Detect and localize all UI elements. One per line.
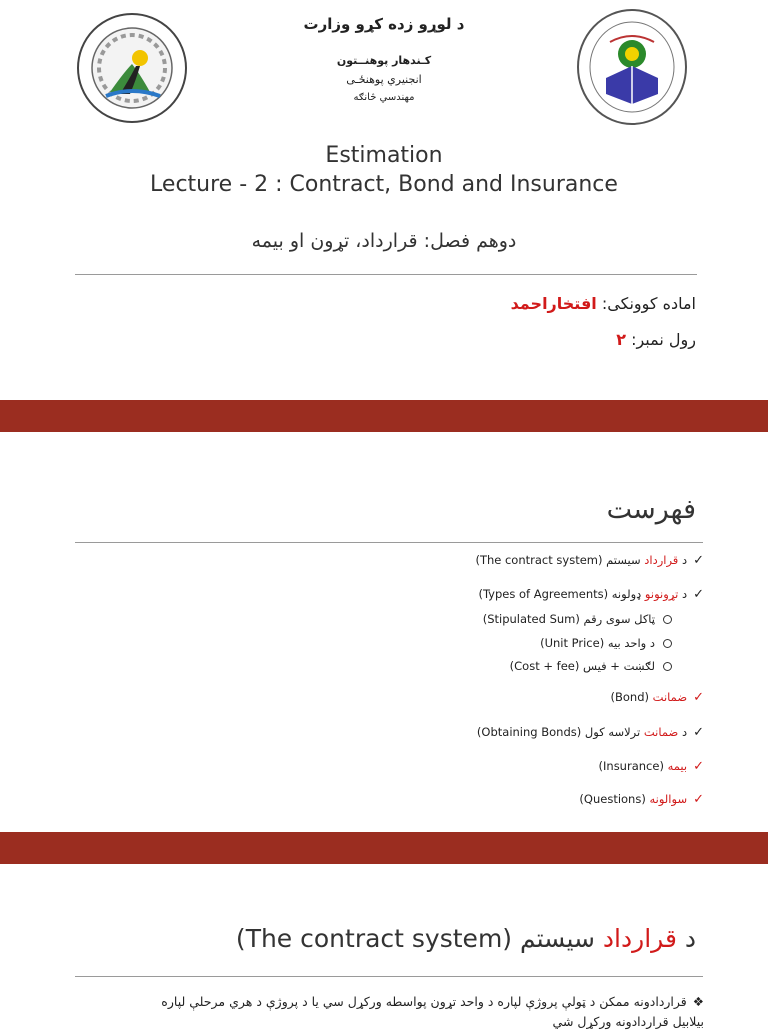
contract-bullet	[70, 992, 704, 1032]
roll-value: ۲	[616, 330, 626, 349]
title-post: سیستم (The contract system)	[235, 924, 603, 953]
checkmark-icon: ✓	[693, 759, 704, 774]
toc-subitem-text: د واحد بیه (Unit Price)	[540, 636, 655, 650]
toc-item-suffix: سیستم (The contract system)	[475, 553, 645, 567]
circle-bullet-icon	[663, 615, 672, 624]
toc-item	[599, 759, 704, 774]
roll-number	[616, 330, 696, 349]
roll-label: رول نمبر:	[626, 330, 696, 349]
toc-item-suffix: (Questions)	[579, 792, 650, 806]
title-divider	[75, 274, 697, 275]
prepared-label: اماده کوونکی:	[596, 294, 696, 313]
lecture-title: Lecture - 2 : Contract, Bond and Insurance	[150, 172, 618, 197]
toc-item	[579, 792, 704, 807]
pashto-title: دوهم فصل: قرارداد، تړون او بیمه	[251, 230, 517, 252]
department-name: مهندسي څانګه	[353, 92, 415, 103]
checkmark-icon: ✓	[693, 553, 704, 568]
contract-system-slide	[0, 864, 768, 1029]
toc-subitem-text: ټاکل سوی رقم (Stipulated Sum)	[482, 612, 655, 626]
slide-divider-2	[0, 832, 768, 864]
toc-item-keyword: قرارداد	[644, 553, 679, 567]
title-slide	[0, 0, 768, 400]
slide-divider-1	[0, 400, 768, 432]
toc-item-keyword: سوالونه	[649, 792, 688, 806]
contract-divider	[75, 976, 703, 977]
toc-item-prefix: د	[678, 725, 688, 739]
contract-system-title	[236, 924, 696, 953]
title-pre: د	[676, 924, 696, 953]
bullet-text: قراردادونه ممکن د ټولې پروژې لپاره د واحد تړون پواسطه ورکړل سي يا د پروژې د هري مرحلې لپاره	[161, 994, 687, 1009]
toc-subitem	[510, 659, 672, 673]
title-red: قرارداد	[602, 924, 677, 953]
prepared-name: افتخاراحمد	[510, 294, 597, 313]
ministry-name: د لوړو زده کړو وزارت	[303, 15, 465, 33]
toc-item-keyword: ضمانت	[652, 690, 688, 704]
toc-item	[478, 587, 704, 602]
toc-item	[475, 553, 704, 568]
toc-item-suffix: ډولونه (Types of Agreements)	[478, 587, 645, 601]
toc-item-suffix: ترلاسه کول (Obtaining Bonds)	[476, 725, 644, 739]
toc-item-keyword: تړونونو	[644, 587, 679, 601]
checkmark-icon: ✓	[693, 587, 704, 602]
prepared-by	[511, 294, 696, 313]
circle-bullet-icon	[663, 639, 672, 648]
toc-divider	[75, 542, 703, 543]
toc-item-keyword: بیمه	[667, 759, 688, 773]
toc-item-prefix: د	[678, 587, 688, 601]
toc-item-suffix: (Insurance)	[598, 759, 668, 773]
circle-bullet-icon	[663, 662, 672, 671]
toc-slide	[0, 432, 768, 832]
toc-item-suffix: (Bond)	[610, 690, 653, 704]
checkmark-icon: ✓	[693, 725, 704, 740]
toc-item-prefix: د	[678, 553, 688, 567]
toc-item	[611, 690, 705, 705]
bullet-text-cont: بیلابیل قراردادونه ورکړل شي	[552, 1014, 704, 1029]
toc-item	[477, 725, 704, 740]
faculty-name: انجنيري پوهنځـی	[346, 73, 422, 86]
toc-item-keyword: ضمانت	[643, 725, 679, 739]
university-name: کـندهار پوهنــتون	[336, 54, 432, 67]
toc-subitem-text: لګښت + فیس (Cost + fee)	[509, 659, 655, 673]
diamond-bullet-icon: ❖	[692, 994, 704, 1009]
toc-heading: فهرست	[606, 494, 696, 525]
checkmark-icon: ✓	[693, 792, 704, 807]
checkmark-icon: ✓	[693, 690, 704, 705]
toc-subitem	[540, 636, 672, 650]
course-title: Estimation	[325, 143, 443, 168]
toc-subitem	[483, 612, 672, 626]
